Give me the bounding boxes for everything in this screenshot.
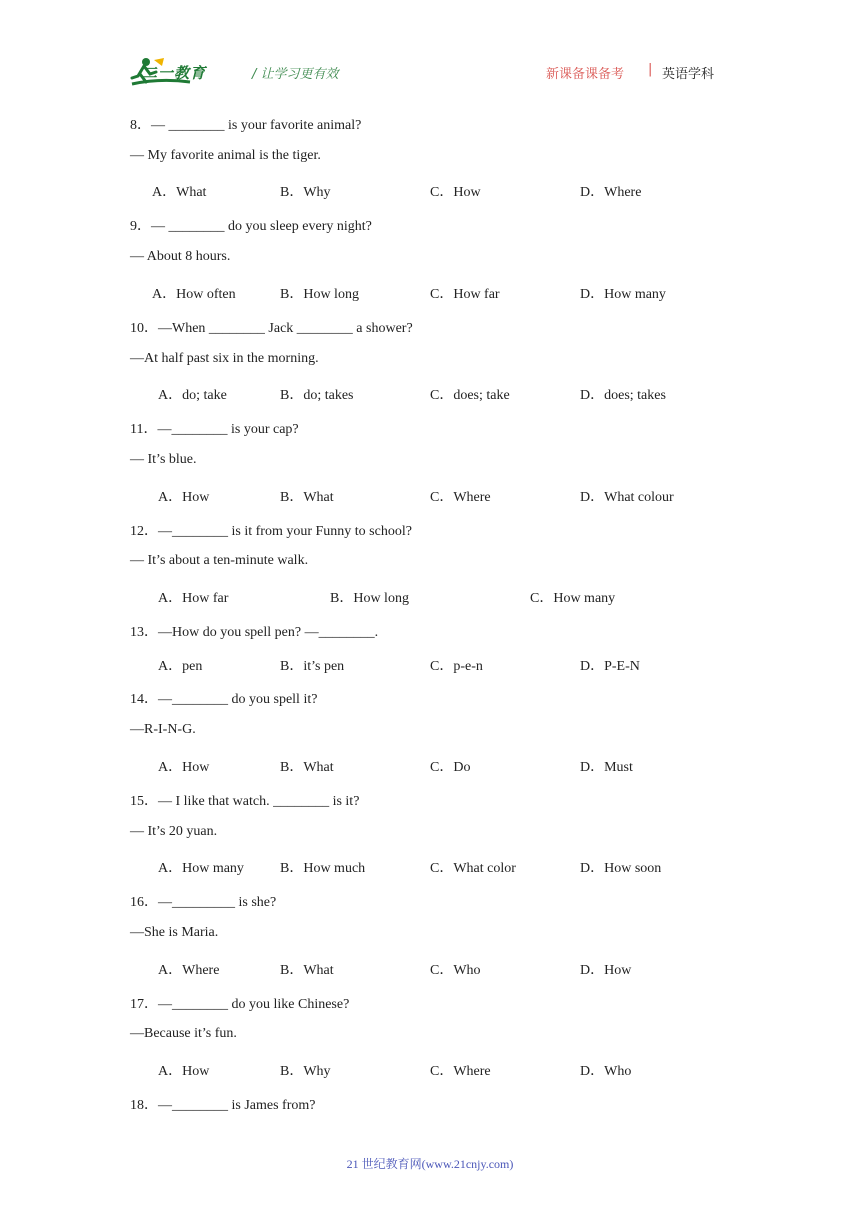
option-9b: B．How long xyxy=(280,287,359,302)
option-15b: B．How much xyxy=(280,861,366,876)
answer-9: — About 8 hours. xyxy=(130,249,231,264)
option-17d: D．Who xyxy=(580,1064,632,1079)
header-separator: | xyxy=(648,62,653,77)
option-14a: A．How xyxy=(158,760,210,775)
option-12a: A．How far xyxy=(158,591,229,606)
question-16: 16．—_________ is she? xyxy=(130,895,277,910)
option-11a: A．How xyxy=(158,490,210,505)
answer-8: — My favorite animal is the tiger. xyxy=(130,148,321,163)
option-10b: B．do; takes xyxy=(280,388,354,403)
option-11d: D．What colour xyxy=(580,490,674,505)
logo-text: 二一教育 xyxy=(142,64,207,82)
option-10d: D．does; takes xyxy=(580,388,666,403)
question-15: 15．— I like that watch. ________ is it? xyxy=(130,794,360,809)
option-8d: D．Where xyxy=(580,185,642,200)
subject-label: 英语学科 xyxy=(662,67,715,82)
question-18: 18．—________ is James from? xyxy=(130,1098,316,1113)
option-13a: A．pen xyxy=(158,659,203,674)
header-tagline: 新课备课备考 xyxy=(546,67,625,82)
option-8c: C．How xyxy=(430,185,481,200)
option-9a: A．How often xyxy=(152,287,236,302)
option-14c: C．Do xyxy=(430,760,471,775)
option-13b: B．it’s pen xyxy=(280,659,345,674)
question-14: 14．—________ do you spell it? xyxy=(130,692,318,707)
question-12: 12．—________ is it from your Funny to school? xyxy=(130,524,412,539)
option-15a: A．How many xyxy=(158,861,244,876)
question-13: 13．—How do you spell pen? —________. xyxy=(130,625,379,640)
answer-17: —Because it’s fun. xyxy=(130,1026,237,1041)
option-15d: D．How soon xyxy=(580,861,662,876)
option-9d: D．How many xyxy=(580,287,666,302)
option-16d: D．How xyxy=(580,963,632,978)
option-16c: C．Who xyxy=(430,963,481,978)
option-16b: B．What xyxy=(280,963,334,978)
option-12c: C．How many xyxy=(530,591,616,606)
option-11b: B．What xyxy=(280,490,334,505)
answer-16: —She is Maria. xyxy=(130,925,219,940)
answer-15: — It’s 20 yuan. xyxy=(130,824,218,839)
page-header xyxy=(0,0,860,100)
question-11: 11．—________ is your cap? xyxy=(130,422,299,437)
question-9: 9．— ________ do you sleep every night? xyxy=(130,219,372,234)
option-17b: B．Why xyxy=(280,1064,331,1079)
question-17: 17．—________ do you like Chinese? xyxy=(130,997,350,1012)
option-14d: D．Must xyxy=(580,760,633,775)
option-16a: A．Where xyxy=(158,963,220,978)
option-12b: B．How long xyxy=(330,591,409,606)
option-9c: C．How far xyxy=(430,287,500,302)
slogan: / 让学习更有效 xyxy=(252,67,339,82)
option-11c: C．Where xyxy=(430,490,491,505)
question-8: 8．— ________ is your favorite animal? xyxy=(130,118,362,133)
option-15c: C．What color xyxy=(430,861,516,876)
option-17a: A．How xyxy=(158,1064,210,1079)
option-8b: B．Why xyxy=(280,185,331,200)
answer-12: — It’s about a ten-minute walk. xyxy=(130,553,309,568)
option-8a: A．What xyxy=(152,185,207,200)
option-17c: C．Where xyxy=(430,1064,491,1079)
option-13d: D．P-E-N xyxy=(580,659,640,674)
question-10: 10．—When ________ Jack ________ a shower? xyxy=(130,321,413,336)
option-10c: C．does; take xyxy=(430,388,510,403)
option-10a: A．do; take xyxy=(158,388,227,403)
option-14b: B．What xyxy=(280,760,334,775)
page-footer: 21 世纪教育网(www.21cnjy.com) xyxy=(346,1157,514,1171)
option-13c: C．p-e-n xyxy=(430,659,483,674)
answer-10: —At half past six in the morning. xyxy=(130,351,319,366)
answer-14: —R-I-N-G. xyxy=(130,722,196,737)
answer-11: — It’s blue. xyxy=(130,452,197,467)
